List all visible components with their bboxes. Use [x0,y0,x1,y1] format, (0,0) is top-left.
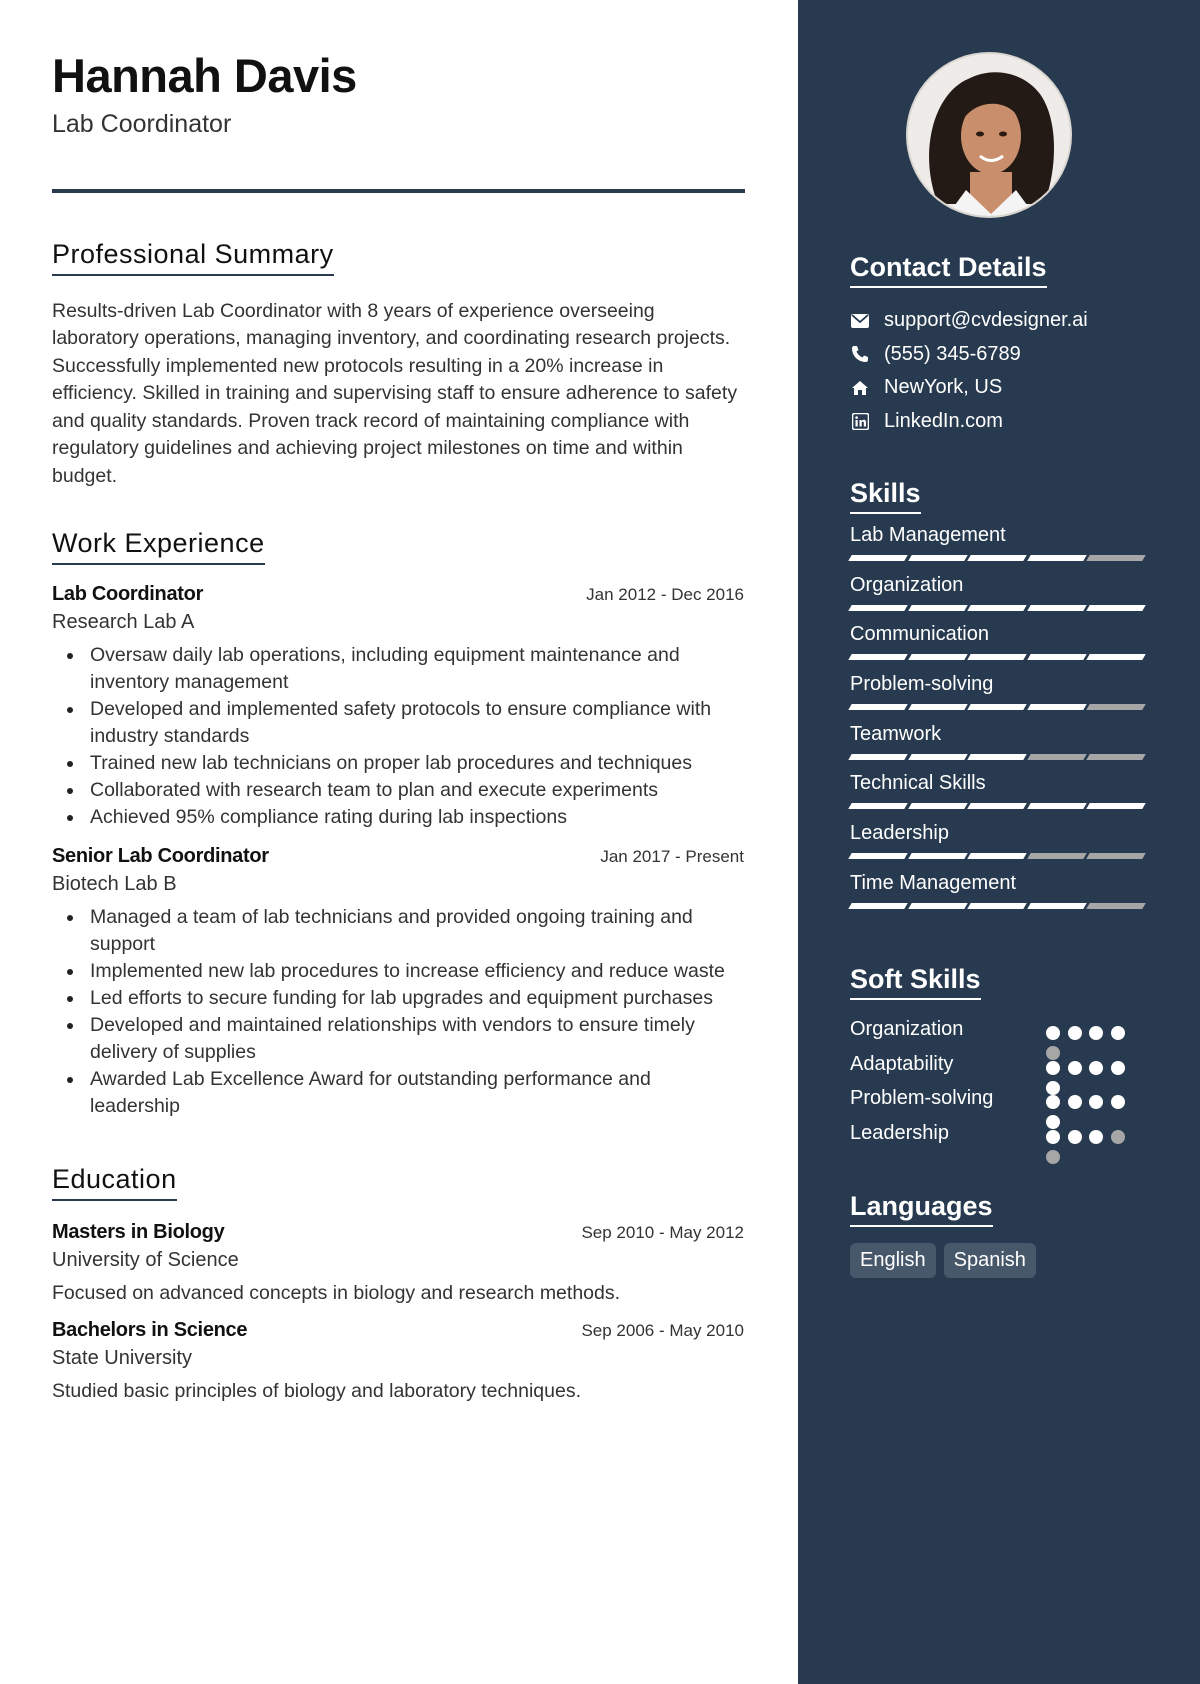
header-divider [52,189,745,193]
skill-item [850,715,1148,765]
skill-item [850,665,1148,715]
summary-heading: Professional Summary [52,239,334,276]
sidebar [798,0,1200,1684]
job-bullet: Developed and maintained relationships with vendors to ensure timely delivery of supplies [52,1012,744,1066]
school-name: University of Science [52,1249,239,1272]
rating-dot [1068,1130,1082,1144]
job-bullets [52,904,744,1120]
contact-heading: Contact Details [850,252,1047,288]
skill-level-segment [1086,754,1145,760]
skill-level-segment [908,704,967,710]
job-entry [52,845,744,1120]
rating-dot [1111,1026,1125,1040]
rating-dot [1068,1026,1082,1040]
skill-level-segment [1086,903,1145,909]
skill-level-segment [1027,853,1086,859]
skill-level-segment [848,654,907,660]
contact-phone-text: (555) 345-6789 [884,342,1021,365]
education-description: Focused on advanced concepts in biology and research methods. [52,1282,621,1305]
skill-level-segment [848,853,907,859]
skill-level-segment [848,754,907,760]
rating-dot [1089,1026,1103,1040]
candidate-name: Hannah Davis [52,49,357,102]
skill-name: Teamwork [850,722,942,745]
candidate-title: Lab Coordinator [52,109,232,138]
job-bullets [52,642,744,831]
skill-item [850,864,1148,914]
skill-level-bar [850,803,1148,809]
skill-level-segment [967,555,1026,561]
skill-level-segment [1086,654,1145,660]
job-dates: Jan 2017 - Present [600,847,744,867]
job-bullet: Developed and implemented safety protocols to ensure compliance with industry standards [52,696,744,750]
contact-email-text: support@cvdesigner.ai [884,309,1088,332]
job-bullet: Managed a team of lab technicians and provided ongoing training and support [52,904,744,958]
contact-location [850,371,1088,405]
skill-level-segment [967,803,1026,809]
contact-linkedin[interactable] [850,405,1088,439]
education-dates: Sep 2006 - May 2010 [581,1321,744,1341]
skill-level-segment [848,605,907,611]
contact-email[interactable] [850,304,1088,338]
work-heading: Work Experience [52,528,265,565]
skill-level-bar [850,654,1148,660]
skill-level-segment [848,803,907,809]
school-name: State University [52,1347,193,1370]
skill-level-segment [1027,754,1086,760]
skill-item [850,566,1148,616]
skill-level-segment [908,605,967,611]
skill-level-segment [908,803,967,809]
skill-item [850,814,1148,864]
rating-dot [1046,1095,1060,1109]
skill-level-segment [967,903,1026,909]
skill-item [850,516,1148,566]
envelope-icon [850,311,870,331]
skill-name: Technical Skills [850,772,986,795]
education-entry [52,1319,744,1403]
soft-skills-heading: Soft Skills [850,964,981,1000]
education-dates: Sep 2010 - May 2012 [581,1223,744,1243]
rating-dot [1111,1061,1125,1075]
profile-photo [906,52,1072,218]
phone-icon [850,344,870,364]
job-dates: Jan 2012 - Dec 2016 [586,585,744,605]
soft-skill-name: Adaptability [850,1052,954,1075]
language-pill: Spanish [944,1243,1036,1278]
skill-level-segment [1027,555,1086,561]
skill-item [850,764,1148,814]
soft-skill-name: Leadership [850,1121,949,1144]
skill-level-bar [850,853,1148,859]
skills-section [850,478,1148,914]
skill-level-bar [850,704,1148,710]
education-entry [52,1221,744,1305]
language-pill: English [850,1243,936,1278]
soft-skill-name: Problem-solving [850,1087,994,1109]
job-role: Lab Coordinator [52,583,204,606]
soft-skill-name: Organization [850,1018,964,1040]
skill-level-segment [1027,903,1086,909]
home-icon [850,378,870,398]
rating-dot [1046,1150,1060,1164]
education-section [52,1164,746,1403]
degree-name: Bachelors in Science [52,1319,248,1342]
job-organization: Biotech Lab B [52,873,177,896]
skill-level-segment [848,903,907,909]
skill-name: Time Management [850,871,1016,894]
skill-level-segment [848,555,907,561]
languages-section [850,1191,1036,1278]
rating-dot [1089,1095,1103,1109]
skill-level-segment [908,853,967,859]
rating-dot [1046,1130,1060,1144]
skill-name: Communication [850,623,989,646]
skill-level-segment [908,754,967,760]
job-role: Senior Lab Coordinator [52,845,269,868]
skill-level-bar [850,903,1148,909]
job-bullet: Implemented new lab procedures to increase efficiency and reduce waste [52,958,744,985]
rating-dot [1046,1061,1060,1075]
skill-level-segment [1086,853,1145,859]
work-section [52,528,746,1120]
skill-level-segment [908,654,967,660]
job-bullet: Oversaw daily lab operations, including equipment maintenance and inventory management [52,642,744,696]
contact-phone[interactable] [850,338,1088,372]
skill-level-segment [908,555,967,561]
skill-level-segment [967,654,1026,660]
skill-level-bar [850,605,1148,611]
skill-level-segment [1086,803,1145,809]
job-bullet: Trained new lab technicians on proper lab procedures and techniques [52,750,744,777]
contact-linkedin-text: LinkedIn.com [884,409,1003,432]
soft-skill-item [850,1014,1148,1049]
skill-level-segment [967,605,1026,611]
contact-section [850,252,1088,438]
skill-name: Leadership [850,822,949,845]
skill-level-segment [1027,605,1086,611]
degree-name: Masters in Biology [52,1221,225,1244]
skill-name: Lab Management [850,524,1006,546]
job-bullet: Collaborated with research team to plan and execute experiments [52,777,744,804]
skill-level-segment [967,704,1026,710]
skill-level-segment [908,903,967,909]
skill-level-segment [1086,605,1145,611]
summary-section [52,239,746,491]
skill-item [850,615,1148,665]
job-entry [52,583,744,831]
rating-dot [1111,1130,1125,1144]
soft-skill-item [850,1049,1148,1084]
job-bullet: Awarded Lab Excellence Award for outstanding performance and leadership [52,1066,744,1120]
skill-level-segment [1027,654,1086,660]
contact-location-text: NewYork, US [884,376,1003,399]
languages-heading: Languages [850,1191,993,1227]
summary-text: Results-driven Lab Coordinator with 8 years of experience overseeing laboratory operations, managing inventory, and coordinating research projects. Successfully implemented new protocols resulting in a 20% increase in efficiency. Skilled in training and supervising staff to ensure adherence to safety and quality standards. Proven track record of maintaining compliance with regulatory guidelines and achieving project milestones on time and within budget. [52,299,738,487]
skill-level-segment [848,704,907,710]
soft-skill-item [850,1118,1148,1153]
rating-dot [1089,1130,1103,1144]
skill-level-segment [967,754,1026,760]
skill-level-bar [850,555,1148,561]
education-heading: Education [52,1164,177,1201]
soft-skill-item [850,1083,1148,1118]
rating-dot [1111,1095,1125,1109]
rating-dot [1089,1061,1103,1075]
job-bullet: Achieved 95% compliance rating during lab inspections [52,804,744,831]
job-bullet: Led efforts to secure funding for lab upgrades and equipment purchases [52,985,744,1012]
rating-dot [1068,1061,1082,1075]
skill-name: Problem-solving [850,673,994,696]
soft-skills-section [850,964,1148,1152]
skills-heading: Skills [850,478,921,514]
skill-level-segment [1027,803,1086,809]
job-organization: Research Lab A [52,611,195,634]
avatar-illustration [908,54,1072,218]
skill-level-bar [850,754,1148,760]
linkedin-icon [850,411,870,431]
skill-level-segment [1027,704,1086,710]
skill-name: Organization [850,573,964,596]
skill-level-segment [1086,555,1145,561]
soft-skill-rating [1046,1130,1146,1170]
skill-level-segment [1086,704,1145,710]
skill-level-segment [967,853,1026,859]
rating-dot [1046,1026,1060,1040]
education-description: Studied basic principles of biology and laboratory techniques. [52,1380,581,1403]
rating-dot [1068,1095,1082,1109]
